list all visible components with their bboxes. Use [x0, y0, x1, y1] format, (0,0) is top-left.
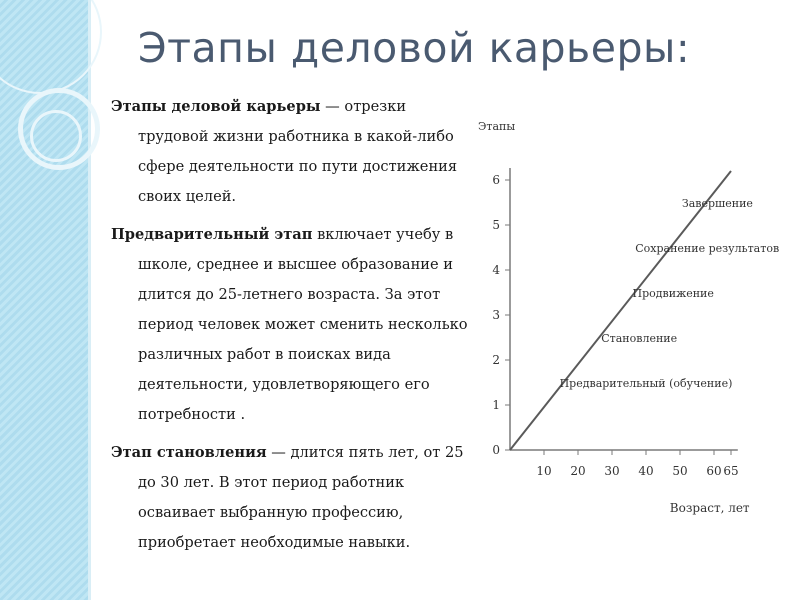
y-tick-label: 3	[492, 308, 500, 322]
paragraph-preliminary-stage	[111, 220, 481, 430]
decorative-divider	[88, 0, 91, 600]
career-line	[510, 171, 731, 450]
career-stages-chart	[470, 108, 800, 528]
stage-label: Предварительный (обучение)	[559, 377, 733, 390]
y-tick-label: 6	[492, 173, 500, 187]
body-text	[111, 92, 481, 566]
x-tick-label: 30	[604, 464, 620, 478]
x-tick-label: 50	[672, 464, 688, 478]
y-tick-label: 4	[492, 263, 500, 277]
y-tick-label: 5	[492, 218, 500, 232]
paragraph-term: Этап становления	[111, 444, 267, 461]
paragraph-text: — длится пять лет, от 25 до 30 лет. В этот период работник осваивает выбранную профессию, приобретает необходимые навыки.	[138, 444, 464, 551]
stage-label: Завершение	[681, 197, 753, 210]
paragraph-text: включает учебу в школе, среднее и высшее образование и длится до 25-летнего возраста. За этот период человек может сменить несколько различных работ в поисках вида деятельности, удовлетворяющего его потребности .	[138, 226, 468, 423]
slide-title: Этапы деловой карьеры:	[138, 24, 691, 72]
y-axis-label: Этапы	[478, 120, 516, 133]
x-tick-label: 60	[706, 464, 722, 478]
stage-label: Становление	[601, 332, 678, 345]
paragraph-term: Предварительный этап	[111, 226, 313, 243]
decorative-ring	[30, 110, 82, 162]
y-tick-label: 1	[492, 398, 500, 412]
x-tick-label: 65	[723, 464, 739, 478]
paragraph-definition	[111, 92, 481, 212]
x-tick-label: 40	[638, 464, 654, 478]
paragraph-term: Этапы деловой карьеры	[111, 98, 321, 115]
paragraph-text: — отрезки трудовой жизни работника в какой-либо сфере деятельности по пути достижения своих целей.	[138, 98, 458, 205]
x-tick-label: 20	[570, 464, 586, 478]
y-tick-label: 2	[492, 353, 500, 367]
stage-label: Продвижение	[632, 287, 714, 300]
x-tick-label: 10	[536, 464, 552, 478]
paragraph-formation-stage	[111, 438, 481, 558]
y-tick-label: 0	[492, 443, 500, 457]
stage-label: Сохранение результатов	[635, 242, 780, 255]
x-axis-label: Возраст, лет	[669, 501, 750, 515]
